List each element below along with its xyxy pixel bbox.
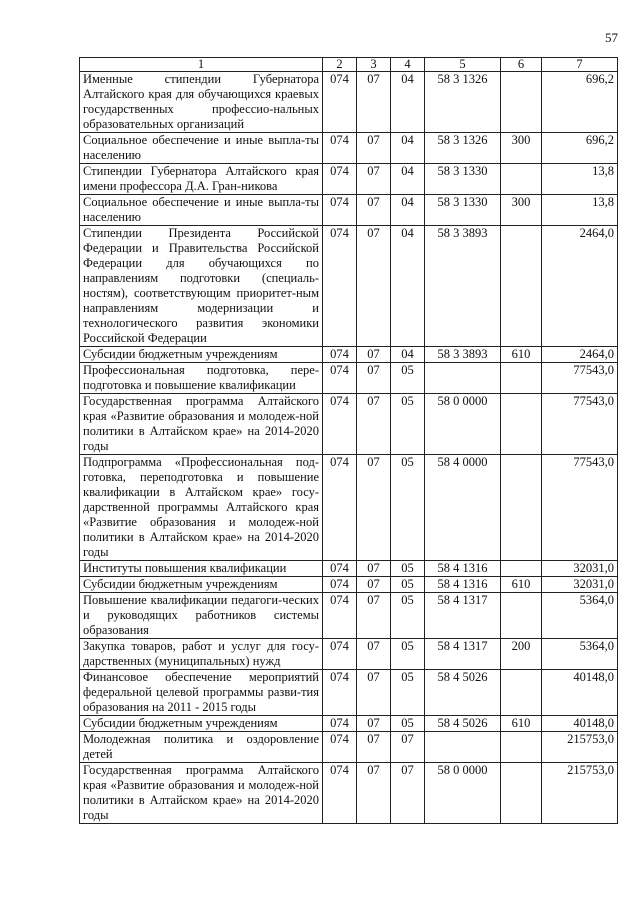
target-item-code: 58 0 0000 bbox=[425, 394, 501, 455]
table-row bbox=[80, 133, 618, 164]
subsection-code: 05 bbox=[391, 577, 425, 593]
amount: 5364,0 bbox=[542, 593, 618, 639]
table-row bbox=[80, 72, 618, 133]
budget-table bbox=[79, 57, 618, 824]
target-item-code: 58 4 5026 bbox=[425, 670, 501, 716]
subsection-code: 05 bbox=[391, 561, 425, 577]
table-row bbox=[80, 577, 618, 593]
expense-type-code bbox=[501, 763, 542, 824]
admin-code: 074 bbox=[323, 732, 357, 763]
column-header: 3 bbox=[357, 58, 391, 72]
section-code: 07 bbox=[357, 226, 391, 347]
target-item-code: 58 4 1316 bbox=[425, 577, 501, 593]
expense-type-code bbox=[501, 455, 542, 561]
expense-type-code bbox=[501, 732, 542, 763]
amount: 696,2 bbox=[542, 133, 618, 164]
expense-type-code bbox=[501, 226, 542, 347]
row-name: Субсидии бюджетным учреждениям bbox=[80, 716, 323, 732]
row-name: Социальное обеспечение и иные выпла-ты населению bbox=[80, 195, 323, 226]
target-item-code: 58 3 1326 bbox=[425, 72, 501, 133]
subsection-code: 04 bbox=[391, 195, 425, 226]
subsection-code: 04 bbox=[391, 347, 425, 363]
expense-type-code bbox=[501, 363, 542, 394]
section-code: 07 bbox=[357, 347, 391, 363]
subsection-code: 05 bbox=[391, 363, 425, 394]
table-row bbox=[80, 455, 618, 561]
target-item-code: 58 3 3893 bbox=[425, 226, 501, 347]
table-row bbox=[80, 561, 618, 577]
table-row bbox=[80, 763, 618, 824]
admin-code: 074 bbox=[323, 226, 357, 347]
row-name: Финансовое обеспечение мероприятий федеральной целевой программы разви-тия образования на 2011 - 2015 годы bbox=[80, 670, 323, 716]
target-item-code: 58 4 0000 bbox=[425, 455, 501, 561]
section-code: 07 bbox=[357, 763, 391, 824]
subsection-code: 04 bbox=[391, 164, 425, 195]
admin-code: 074 bbox=[323, 763, 357, 824]
admin-code: 074 bbox=[323, 133, 357, 164]
admin-code: 074 bbox=[323, 455, 357, 561]
target-item-code bbox=[425, 363, 501, 394]
expense-type-code bbox=[501, 72, 542, 133]
amount: 2464,0 bbox=[542, 347, 618, 363]
section-code: 07 bbox=[357, 670, 391, 716]
target-item-code: 58 3 1330 bbox=[425, 195, 501, 226]
target-item-code: 58 4 1317 bbox=[425, 639, 501, 670]
section-code: 07 bbox=[357, 561, 391, 577]
expense-type-code: 610 bbox=[501, 716, 542, 732]
expense-type-code: 610 bbox=[501, 577, 542, 593]
table-row bbox=[80, 732, 618, 763]
table-row bbox=[80, 226, 618, 347]
subsection-code: 04 bbox=[391, 133, 425, 164]
admin-code: 074 bbox=[323, 347, 357, 363]
target-item-code bbox=[425, 732, 501, 763]
table-row bbox=[80, 347, 618, 363]
row-name: Институты повышения квалификации bbox=[80, 561, 323, 577]
section-code: 07 bbox=[357, 195, 391, 226]
admin-code: 074 bbox=[323, 394, 357, 455]
amount: 77543,0 bbox=[542, 455, 618, 561]
section-code: 07 bbox=[357, 394, 391, 455]
amount: 696,2 bbox=[542, 72, 618, 133]
target-item-code: 58 0 0000 bbox=[425, 763, 501, 824]
table-row bbox=[80, 593, 618, 639]
admin-code: 074 bbox=[323, 639, 357, 670]
table-row bbox=[80, 639, 618, 670]
section-code: 07 bbox=[357, 164, 391, 195]
expense-type-code bbox=[501, 394, 542, 455]
subsection-code: 05 bbox=[391, 394, 425, 455]
amount: 215753,0 bbox=[542, 763, 618, 824]
amount: 215753,0 bbox=[542, 732, 618, 763]
amount: 5364,0 bbox=[542, 639, 618, 670]
row-name: Субсидии бюджетным учреждениям bbox=[80, 577, 323, 593]
amount: 77543,0 bbox=[542, 363, 618, 394]
section-code: 07 bbox=[357, 639, 391, 670]
expense-type-code bbox=[501, 164, 542, 195]
expense-type-code: 300 bbox=[501, 195, 542, 226]
row-name: Государственная программа Алтайского края «Развитие образования и молодеж-ной политики в Алтайском крае» на 2014-2020 годы bbox=[80, 394, 323, 455]
table-row bbox=[80, 716, 618, 732]
row-name: Молодежная политика и оздоровление детей bbox=[80, 732, 323, 763]
row-name: Подпрограмма «Профессиональная под-готовка, переподготовка и повышение квалификации в Алтайском крае» госу-дарственной программы Алтайского края «Развитие образования и молодеж-ной политики в Алтайском крае» на 2014-2020 годы bbox=[80, 455, 323, 561]
column-header: 1 bbox=[80, 58, 323, 72]
expense-type-code: 200 bbox=[501, 639, 542, 670]
amount: 77543,0 bbox=[542, 394, 618, 455]
subsection-code: 07 bbox=[391, 732, 425, 763]
subsection-code: 04 bbox=[391, 72, 425, 133]
subsection-code: 05 bbox=[391, 670, 425, 716]
admin-code: 074 bbox=[323, 716, 357, 732]
row-name: Стипендии Президента Российской Федерации и Правительства Российской Федерации для обучающихся по направлениям подготовки (специаль-ностям), соответствующим приоритет-ным направлениям модернизации и технологического развития экономики Российской Федерации bbox=[80, 226, 323, 347]
expense-type-code: 610 bbox=[501, 347, 542, 363]
admin-code: 074 bbox=[323, 363, 357, 394]
admin-code: 074 bbox=[323, 164, 357, 195]
expense-type-code bbox=[501, 670, 542, 716]
target-item-code: 58 4 1317 bbox=[425, 593, 501, 639]
section-code: 07 bbox=[357, 133, 391, 164]
row-name: Государственная программа Алтайского края «Развитие образования и молодеж-ной политики в Алтайском крае» на 2014-2020 годы bbox=[80, 763, 323, 824]
amount: 40148,0 bbox=[542, 716, 618, 732]
subsection-code: 05 bbox=[391, 639, 425, 670]
target-item-code: 58 3 1330 bbox=[425, 164, 501, 195]
amount: 40148,0 bbox=[542, 670, 618, 716]
row-name: Субсидии бюджетным учреждениям bbox=[80, 347, 323, 363]
row-name: Именные стипендии Губернатора Алтайского края для обучающихся краевых государственных профессио-нальных образовательных организаций bbox=[80, 72, 323, 133]
subsection-code: 05 bbox=[391, 455, 425, 561]
row-name: Профессиональная подготовка, пере-подготовка и повышение квалификации bbox=[80, 363, 323, 394]
expense-type-code bbox=[501, 561, 542, 577]
column-header: 2 bbox=[323, 58, 357, 72]
amount: 32031,0 bbox=[542, 561, 618, 577]
row-name: Повышение квалификации педагоги-ческих и руководящих работников системы образования bbox=[80, 593, 323, 639]
admin-code: 074 bbox=[323, 72, 357, 133]
amount: 32031,0 bbox=[542, 577, 618, 593]
expense-type-code: 300 bbox=[501, 133, 542, 164]
target-item-code: 58 3 1326 bbox=[425, 133, 501, 164]
table-row bbox=[80, 164, 618, 195]
target-item-code: 58 4 5026 bbox=[425, 716, 501, 732]
section-code: 07 bbox=[357, 363, 391, 394]
admin-code: 074 bbox=[323, 561, 357, 577]
column-header: 5 bbox=[425, 58, 501, 72]
subsection-code: 07 bbox=[391, 763, 425, 824]
table-header-row bbox=[80, 58, 618, 72]
table-row bbox=[80, 363, 618, 394]
column-header: 7 bbox=[542, 58, 618, 72]
section-code: 07 bbox=[357, 593, 391, 639]
column-header: 6 bbox=[501, 58, 542, 72]
row-name: Закупка товаров, работ и услуг для госу-дарственных (муниципальных) нужд bbox=[80, 639, 323, 670]
row-name: Стипендии Губернатора Алтайского края имени профессора Д.А. Гран-никова bbox=[80, 164, 323, 195]
admin-code: 074 bbox=[323, 593, 357, 639]
section-code: 07 bbox=[357, 716, 391, 732]
amount: 2464,0 bbox=[542, 226, 618, 347]
table-row bbox=[80, 670, 618, 716]
subsection-code: 05 bbox=[391, 593, 425, 639]
admin-code: 074 bbox=[323, 577, 357, 593]
subsection-code: 05 bbox=[391, 716, 425, 732]
section-code: 07 bbox=[357, 72, 391, 133]
amount: 13,8 bbox=[542, 195, 618, 226]
page-number: 57 bbox=[605, 30, 618, 45]
row-name: Социальное обеспечение и иные выпла-ты населению bbox=[80, 133, 323, 164]
table-row bbox=[80, 195, 618, 226]
subsection-code: 04 bbox=[391, 226, 425, 347]
column-header: 4 bbox=[391, 58, 425, 72]
section-code: 07 bbox=[357, 455, 391, 561]
expense-type-code bbox=[501, 593, 542, 639]
target-item-code: 58 4 1316 bbox=[425, 561, 501, 577]
section-code: 07 bbox=[357, 732, 391, 763]
target-item-code: 58 3 3893 bbox=[425, 347, 501, 363]
admin-code: 074 bbox=[323, 195, 357, 226]
amount: 13,8 bbox=[542, 164, 618, 195]
admin-code: 074 bbox=[323, 670, 357, 716]
table-row bbox=[80, 394, 618, 455]
section-code: 07 bbox=[357, 577, 391, 593]
